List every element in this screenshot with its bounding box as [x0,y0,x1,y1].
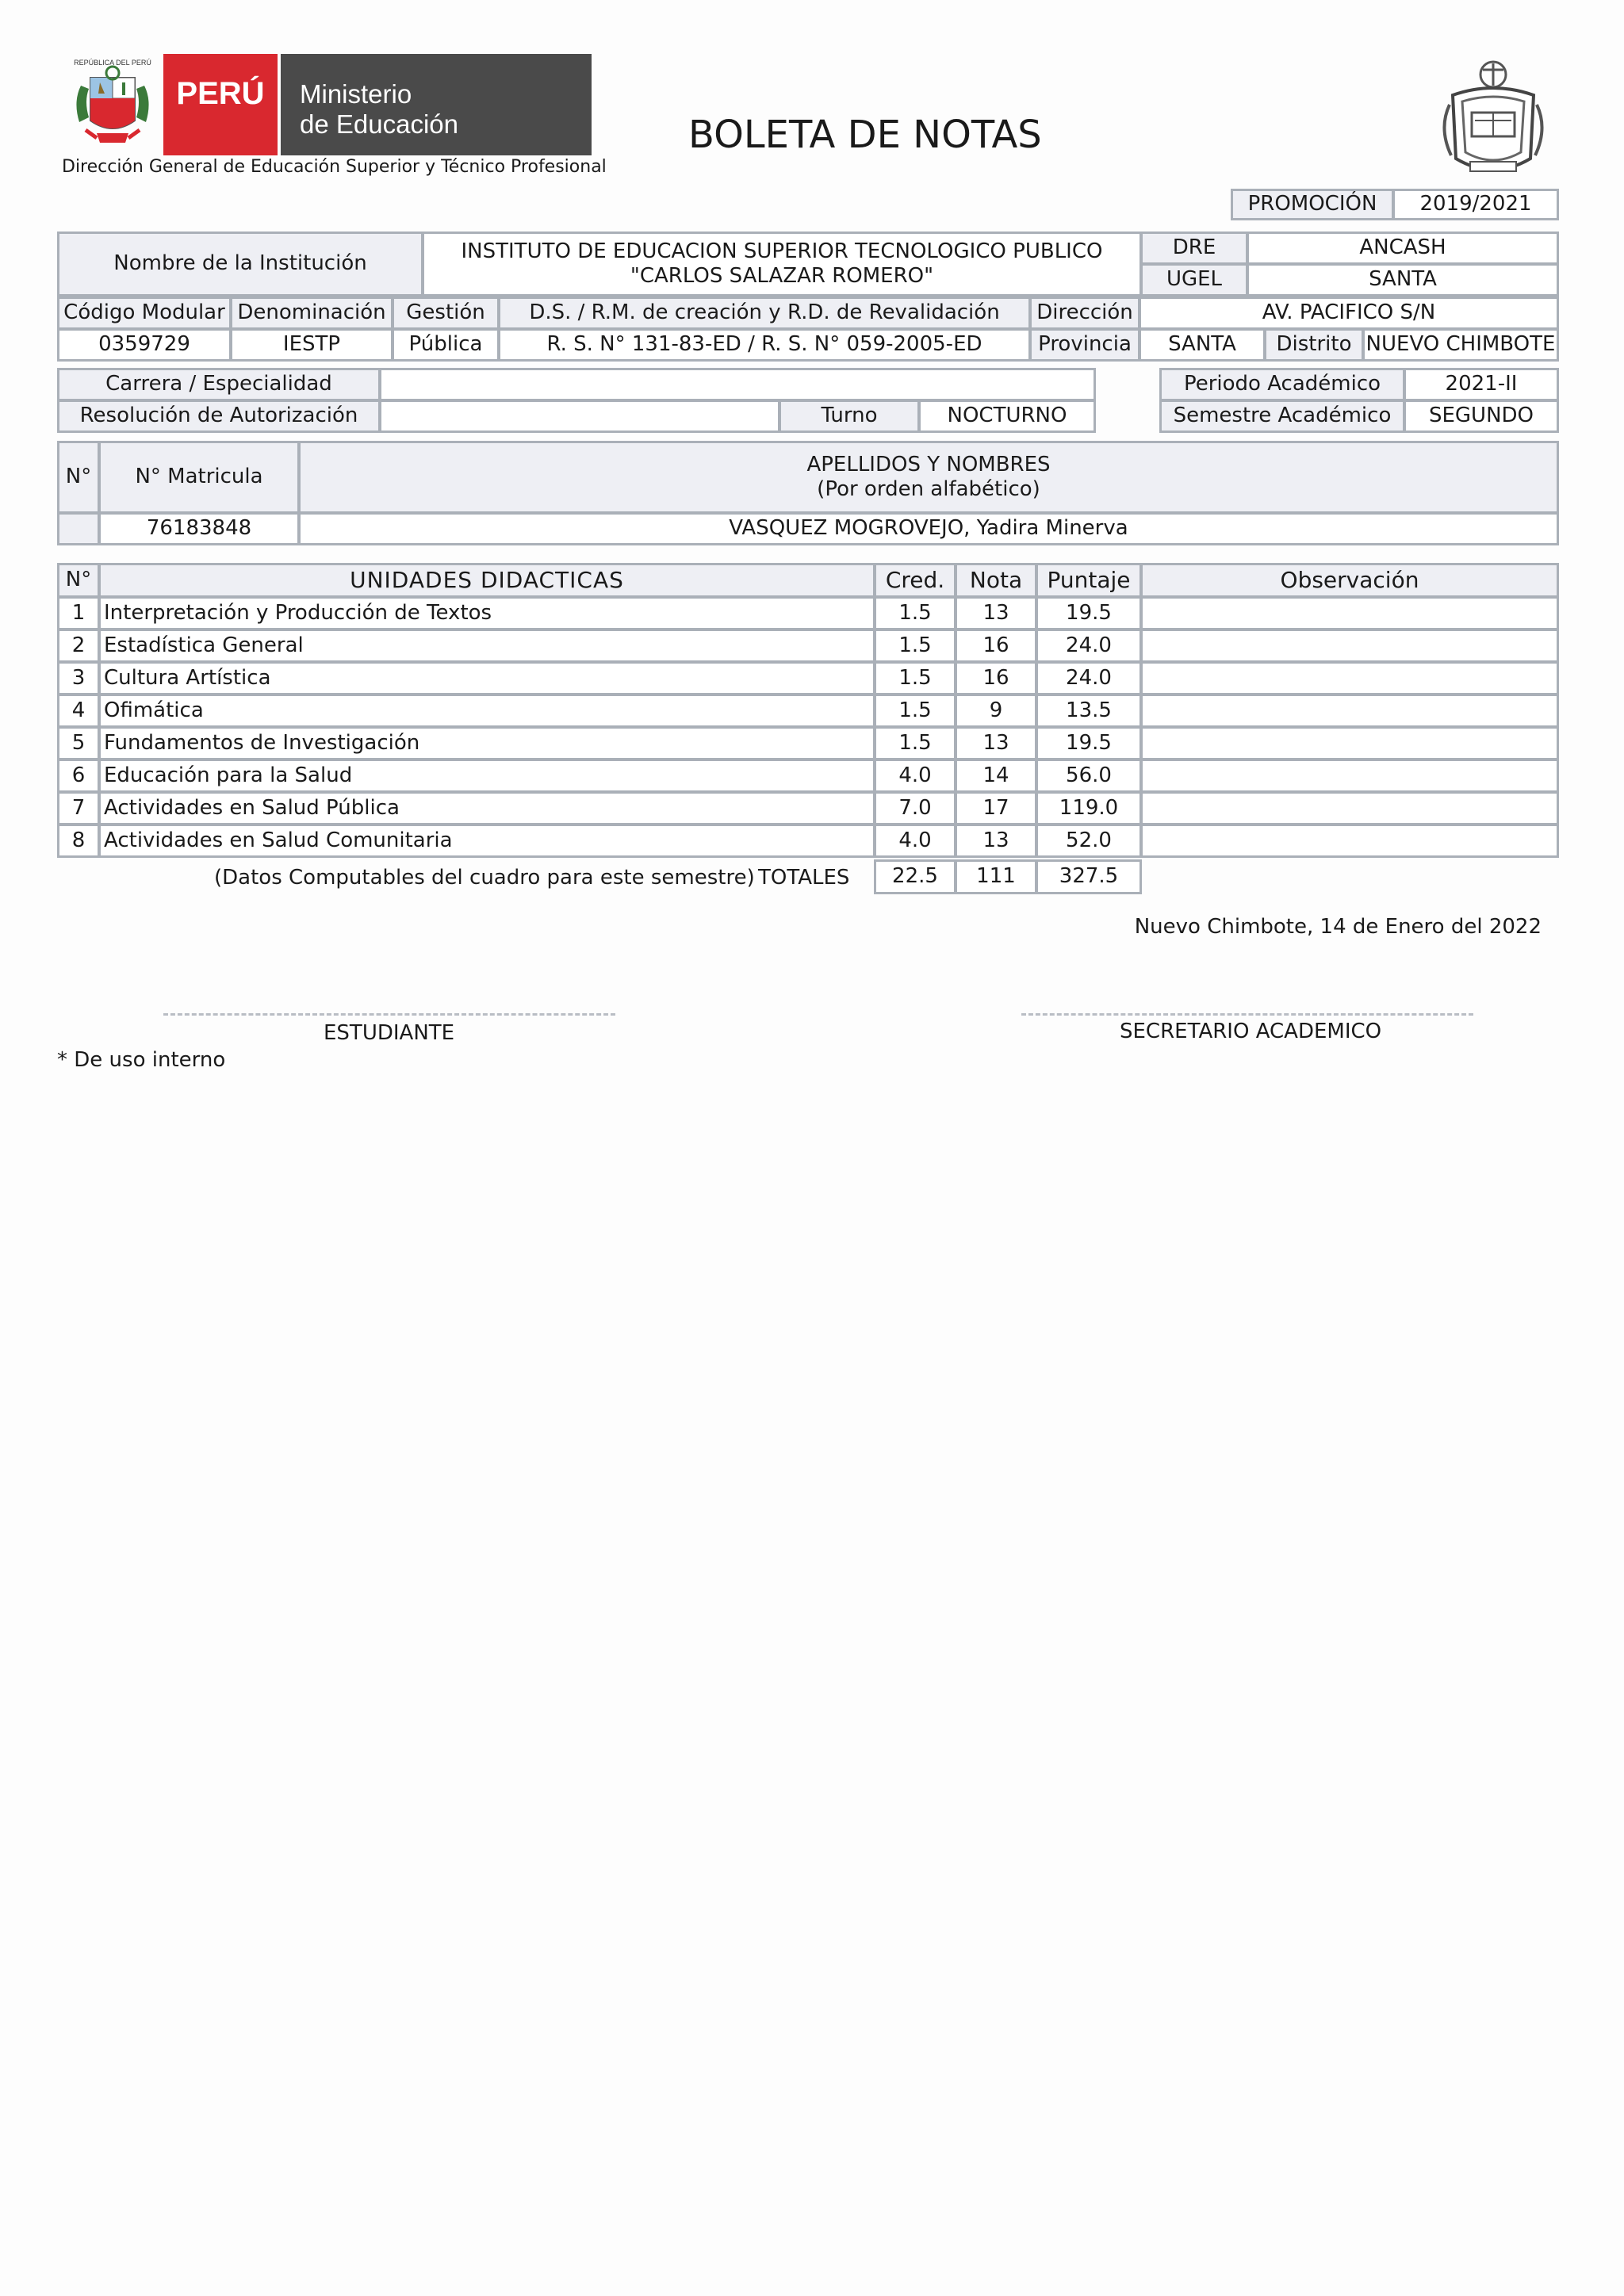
grades-header-nota: Nota [955,563,1037,598]
total-nota: 111 [955,859,1037,894]
dre-label: DRE [1140,232,1248,265]
row-unit: Ofimática [98,694,875,728]
internal-use-note: * De uso interno [57,1048,226,1072]
codigo-modular-label: Código Modular [57,297,232,330]
institution-name-line2: "CARLOS SALAZAR ROMERO" [630,264,934,288]
totals-label: TOTALES [758,866,850,890]
row-puntaje: 19.5 [1036,596,1142,630]
grades-header-cred: Cred. [874,563,956,598]
row-obs [1140,661,1559,695]
denominacion-label: Denominación [230,297,393,330]
row-puntaje: 24.0 [1036,629,1142,663]
row-cred: 4.0 [874,759,956,793]
row-unit: Actividades en Salud Pública [98,791,875,825]
distrito-label: Distrito [1264,328,1364,362]
denominacion-value: IESTP [230,328,393,362]
row-cred: 1.5 [874,694,956,728]
row-nota: 13 [955,824,1037,858]
row-unit: Actividades en Salud Comunitaria [98,824,875,858]
total-cred: 22.5 [874,859,956,894]
row-obs [1140,629,1559,663]
table-row [0,694,1624,728]
promotion-label: PROMOCIÓN [1231,189,1394,220]
gestion-label: Gestión [392,297,500,330]
row-nota: 14 [955,759,1037,793]
row-cred: 7.0 [874,791,956,825]
direccion-label: Dirección [1029,297,1140,330]
creacion-value: R. S. N° 131-83-ED / R. S. N° 059-2005-ED [498,328,1031,362]
row-no: 7 [57,791,100,825]
institution-seal-icon [1434,57,1553,184]
row-nota: 16 [955,661,1037,695]
direccion-value: AV. PACIFICO S/N [1139,297,1559,330]
row-unit: Fundamentos de Investigación [98,726,875,760]
table-row [0,629,1624,663]
total-puntaje: 327.5 [1036,859,1142,894]
table-row [0,759,1624,793]
table-row [0,726,1624,760]
table-row [0,596,1624,630]
row-puntaje: 13.5 [1036,694,1142,728]
matricula-value: 76183848 [98,512,300,545]
provincia-value: SANTA [1139,328,1266,362]
issue-date: Nuevo Chimbote, 14 de Enero del 2022 [1134,915,1542,939]
row-obs [1140,726,1559,760]
row-puntaje: 56.0 [1036,759,1142,793]
institution-name-line1: INSTITUTO DE EDUCACION SUPERIOR TECNOLOGICO PUBLICO [461,239,1103,263]
row-cred: 1.5 [874,596,956,630]
student-signature-label: ESTUDIANTE [324,1021,455,1045]
row-puntaje: 119.0 [1036,791,1142,825]
turno-value: NOCTURNO [918,400,1096,433]
student-no-header: N° [57,441,100,514]
row-nota: 16 [955,629,1037,663]
carrera-label: Carrera / Especialidad [57,368,381,401]
row-no: 3 [57,661,100,695]
student-name-value: VASQUEZ MOGROVEJO, Yadira Minerva [298,512,1559,545]
student-signature-line [163,1013,615,1016]
promotion-value: 2019/2021 [1392,189,1559,220]
row-nota: 9 [955,694,1037,728]
peru-shield-icon [65,54,160,155]
institution-name-value [422,232,1142,297]
row-cred: 1.5 [874,726,956,760]
row-unit: Educación para la Salud [98,759,875,793]
ugel-label: UGEL [1140,263,1248,297]
turno-label: Turno [779,400,920,433]
secretary-signature-line [1021,1013,1473,1016]
directorate-text: Dirección General de Educación Superior y Técnico Profesional [62,157,607,177]
row-nota: 17 [955,791,1037,825]
student-no-value [57,512,100,545]
row-no: 1 [57,596,100,630]
dre-value: ANCASH [1247,232,1559,265]
logo-peru-block [163,54,278,155]
row-cred: 4.0 [874,824,956,858]
document-title: BOLETA DE NOTAS [688,113,1042,157]
names-header-line2: (Por orden alfabético) [817,477,1040,501]
table-row [0,791,1624,825]
resolucion-value [379,400,780,433]
row-obs [1140,824,1559,858]
logo-ministry-block [281,54,592,155]
periodo-label: Periodo Académico [1159,368,1405,401]
grades-header-unit: UNIDADES DIDACTICAS [98,563,875,598]
row-puntaje: 24.0 [1036,661,1142,695]
provincia-label: Provincia [1029,328,1140,362]
row-obs [1140,694,1559,728]
row-obs [1140,759,1559,793]
semestre-value: SEGUNDO [1404,400,1559,433]
names-header [298,441,1559,514]
carrera-value [379,368,1096,401]
resolucion-label: Resolución de Autorización [57,400,381,433]
logo-ministry-line2: de Educación [300,109,458,139]
row-unit: Cultura Artística [98,661,875,695]
row-obs [1140,791,1559,825]
row-obs [1140,596,1559,630]
row-no: 2 [57,629,100,663]
row-unit: Interpretación y Producción de Textos [98,596,875,630]
row-no: 6 [57,759,100,793]
row-no: 5 [57,726,100,760]
row-no: 8 [57,824,100,858]
shield-caption: REPÚBLICA DEL PERÚ [74,59,151,67]
secretary-signature-label: SECRETARIO ACADEMICO [1120,1020,1382,1043]
codigo-modular-value: 0359729 [57,328,232,362]
logo-ministry-line1: Ministerio [300,79,412,109]
row-nota: 13 [955,596,1037,630]
periodo-value: 2021-II [1404,368,1559,401]
row-cred: 1.5 [874,629,956,663]
logo-peru-text: PERÚ [176,75,265,111]
table-row [0,661,1624,695]
creacion-label: D.S. / R.M. de creación y R.D. de Revalidación [498,297,1031,330]
grades-header-obs: Observación [1140,563,1559,598]
row-unit: Estadística General [98,629,875,663]
row-no: 4 [57,694,100,728]
matricula-header: N° Matricula [98,441,300,514]
table-row [0,824,1624,858]
grades-header-puntaje: Puntaje [1036,563,1142,598]
semestre-label: Semestre Académico [1159,400,1405,433]
gestion-value: Pública [392,328,500,362]
ugel-value: SANTA [1247,263,1559,297]
distrito-value: NUEVO CHIMBOTE [1362,328,1559,362]
totals-note: (Datos Computables del cuadro para este semestre) [214,866,755,890]
row-nota: 13 [955,726,1037,760]
names-header-line1: APELLIDOS Y NOMBRES [806,452,1051,476]
row-puntaje: 19.5 [1036,726,1142,760]
minedu-logo [62,54,592,155]
grades-header-no: N° [57,563,100,598]
row-cred: 1.5 [874,661,956,695]
row-puntaje: 52.0 [1036,824,1142,858]
institution-name-label: Nombre de la Institución [57,232,423,297]
